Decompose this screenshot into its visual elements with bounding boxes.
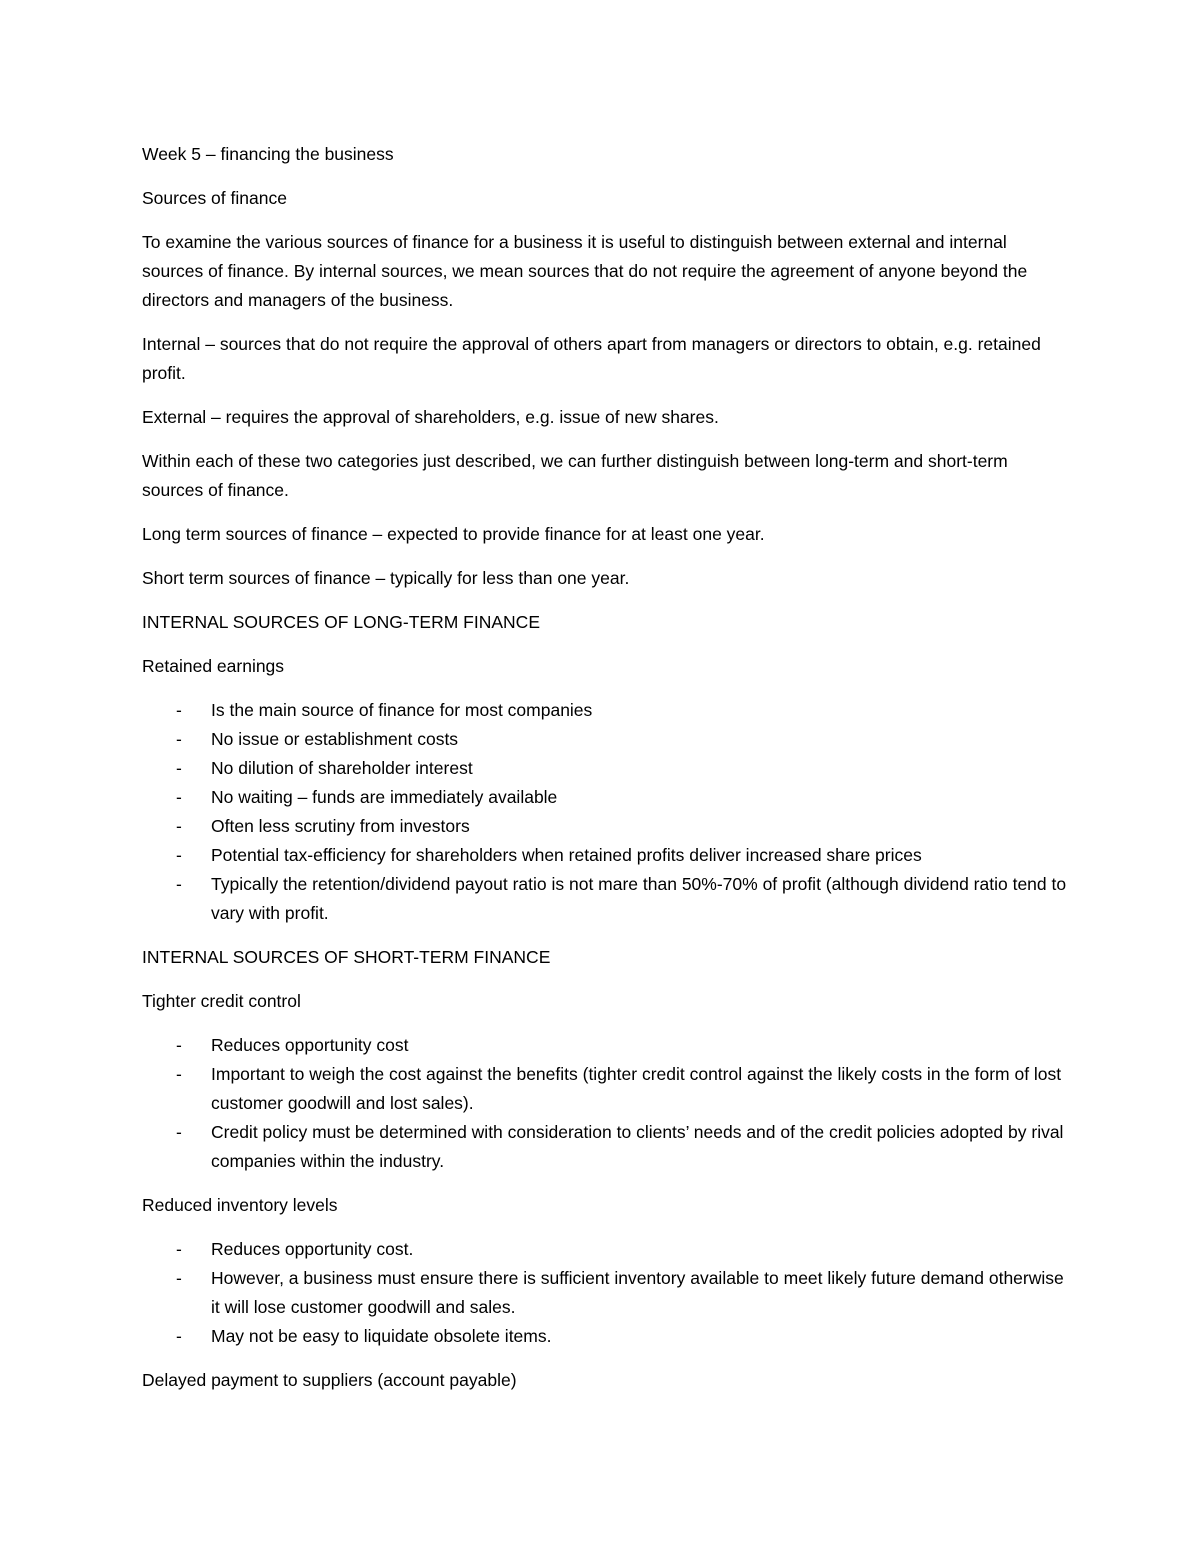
list-item (142, 812, 1072, 841)
list-item-text: Often less scrutiny from investors (211, 816, 470, 836)
list-item (142, 870, 1072, 928)
external-definition: External – requires the approval of shareholders, e.g. issue of new shares. (142, 407, 719, 427)
document-page (142, 140, 1072, 1410)
retained-earnings-list (142, 696, 1072, 928)
list-item-text: Is the main source of finance for most companies (211, 700, 593, 720)
dash-bullet: - (176, 787, 182, 807)
list-item (142, 783, 1072, 812)
short-term-definition: Short term sources of finance – typically for less than one year. (142, 568, 630, 588)
list-item-text: No issue or establishment costs (211, 729, 459, 749)
internal-short-term-heading: INTERNAL SOURCES OF SHORT-TERM FINANCE (142, 947, 551, 967)
dash-bullet: - (176, 816, 182, 836)
retained-earnings-heading: Retained earnings (142, 656, 285, 676)
list-item-text: However, a business must ensure there is sufficient inventory available to meet likely future demand otherwise it will lose customer goodwill and sales. (211, 1268, 1064, 1317)
list-item (142, 1060, 1072, 1118)
credit-control-heading: Tighter credit control (142, 991, 301, 1011)
internal-long-term-heading: INTERNAL SOURCES OF LONG-TERM FINANCE (142, 612, 540, 632)
credit-control-list (142, 1031, 1072, 1176)
intro-paragraph: To examine the various sources of finance for a business it is useful to distinguish between external and internal sources of finance. By internal sources, we mean sources that do not require the agreement of anyone beyond the directors and managers of the business. (142, 232, 1028, 310)
list-item (142, 1031, 1072, 1060)
list-item (142, 1322, 1072, 1351)
dash-bullet: - (176, 1122, 182, 1142)
dash-bullet: - (176, 729, 182, 749)
sources-heading: Sources of finance (142, 188, 287, 208)
list-item (142, 1118, 1072, 1176)
list-item-text: Credit policy must be determined with consideration to clients’ needs and of the credit policies adopted by rival companies within the industry. (211, 1122, 1064, 1171)
list-item-text: No waiting – funds are immediately available (211, 787, 558, 807)
dash-bullet: - (176, 1035, 182, 1055)
categories-paragraph: Within each of these two categories just described, we can further distinguish between long-term and short-term sources of finance. (142, 451, 1008, 500)
inventory-list (142, 1235, 1072, 1351)
dash-bullet: - (176, 1239, 182, 1259)
list-item (142, 754, 1072, 783)
dash-bullet: - (176, 700, 182, 720)
list-item-text: May not be easy to liquidate obsolete items. (211, 1326, 552, 1346)
dash-bullet: - (176, 758, 182, 778)
dash-bullet: - (176, 1268, 182, 1288)
dash-bullet: - (176, 1326, 182, 1346)
list-item-text: Reduces opportunity cost. (211, 1239, 414, 1259)
delayed-payment-heading: Delayed payment to suppliers (account payable) (142, 1370, 517, 1390)
list-item (142, 841, 1072, 870)
document-title: Week 5 – financing the business (142, 144, 394, 164)
dash-bullet: - (176, 845, 182, 865)
inventory-heading: Reduced inventory levels (142, 1195, 338, 1215)
dash-bullet: - (176, 1064, 182, 1084)
list-item (142, 725, 1072, 754)
long-term-definition: Long term sources of finance – expected to provide finance for at least one year. (142, 524, 765, 544)
list-item-text: No dilution of shareholder interest (211, 758, 473, 778)
list-item-text: Potential tax-efficiency for shareholders when retained profits deliver increased share prices (211, 845, 922, 865)
list-item-text: Important to weigh the cost against the benefits (tighter credit control against the likely costs in the form of lost customer goodwill and lost sales). (211, 1064, 1062, 1113)
list-item-text: Reduces opportunity cost (211, 1035, 409, 1055)
list-item-text: Typically the retention/dividend payout ratio is not mare than 50%-70% of profit (although dividend ratio tend to vary with profit. (211, 874, 1067, 923)
dash-bullet: - (176, 874, 182, 894)
list-item (142, 1235, 1072, 1264)
list-item (142, 1264, 1072, 1322)
internal-definition: Internal – sources that do not require the approval of others apart from managers or directors to obtain, e.g. retained profit. (142, 334, 1041, 383)
list-item (142, 696, 1072, 725)
